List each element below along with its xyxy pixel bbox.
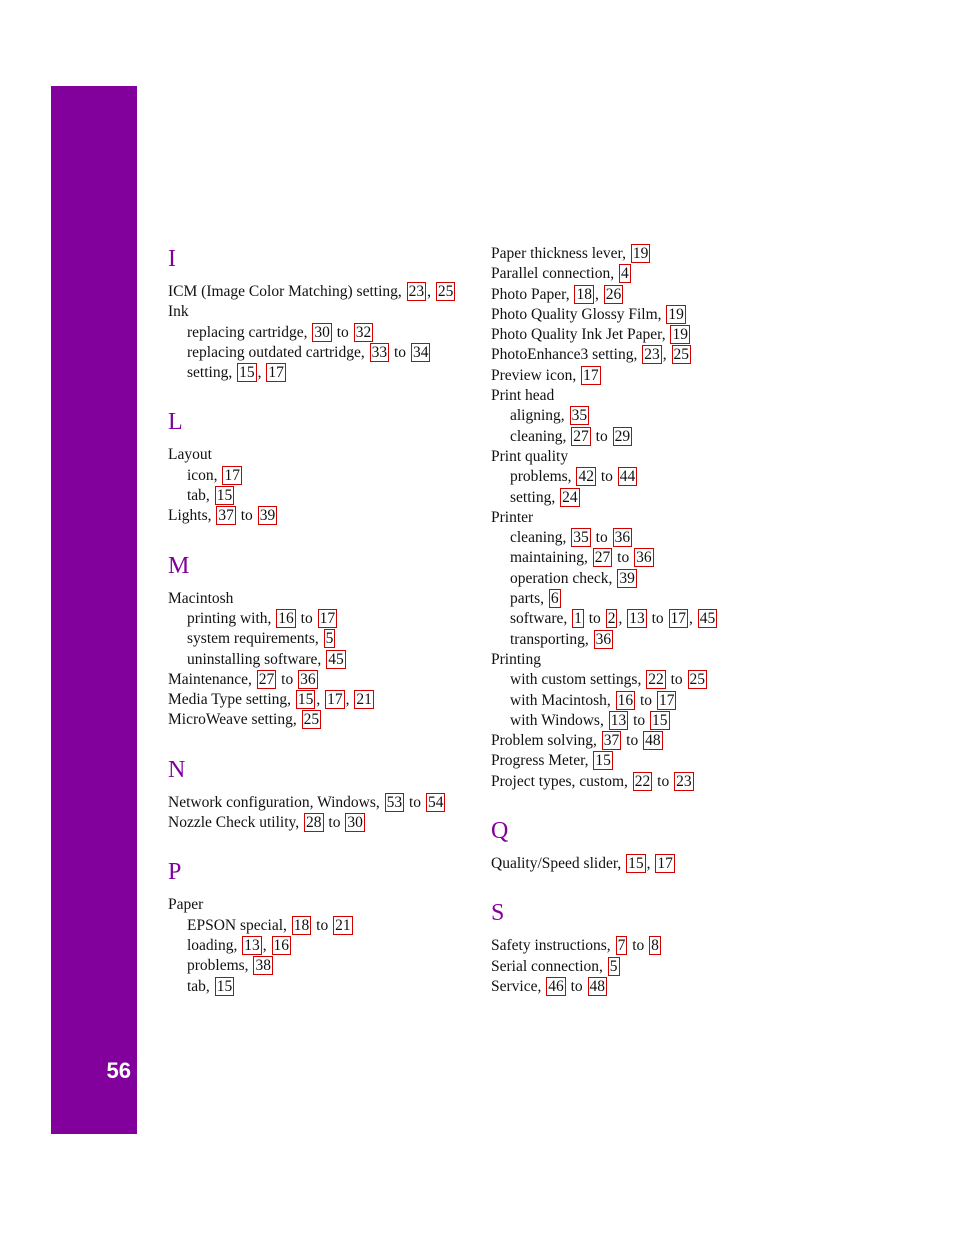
entry-text: Preview icon, xyxy=(491,366,581,384)
page-ref-link[interactable]: 30 xyxy=(314,323,330,341)
index-entry xyxy=(491,957,791,977)
entry-text: to xyxy=(405,793,425,811)
entry-text: Macintosh xyxy=(168,589,234,607)
index-column-right xyxy=(491,244,791,1021)
entry-text: replacing cartridge, xyxy=(187,323,312,341)
page-ref-link[interactable]: 32 xyxy=(355,323,372,341)
index-subentry xyxy=(491,467,791,487)
page-ref-link[interactable]: 54 xyxy=(427,793,444,811)
entry-text: Problem solving, xyxy=(491,732,601,750)
entry-text: to xyxy=(584,610,605,628)
index-entry xyxy=(491,650,791,670)
index-entry xyxy=(168,302,478,322)
page-ref-link[interactable]: 33 xyxy=(371,343,388,361)
index-entry xyxy=(491,751,791,771)
entry-text: to xyxy=(596,468,617,486)
entry-text: EPSON special, xyxy=(187,916,291,934)
page-ref-link[interactable]: 30 xyxy=(347,814,363,832)
index-entry xyxy=(168,670,478,690)
page-ref-link[interactable]: 7 xyxy=(617,937,626,955)
entry-text: to xyxy=(628,937,649,955)
page-ref-link[interactable]: 5 xyxy=(609,957,618,975)
entry-text: , xyxy=(262,936,271,954)
index-subentry xyxy=(168,956,478,976)
entry-text: replacing outdated cartridge, xyxy=(187,343,369,361)
entry-text: , xyxy=(594,285,603,303)
page-ref-link[interactable]: 13 xyxy=(629,610,645,628)
index-entry xyxy=(168,710,478,730)
page-ref-link[interactable]: 2 xyxy=(607,610,616,628)
entry-text: , xyxy=(427,283,435,300)
index-entry xyxy=(491,977,791,997)
entry-text: MicroWeave setting, xyxy=(168,711,301,729)
page-ref-link[interactable]: 37 xyxy=(218,507,234,525)
entry-text: Network configuration, Windows, xyxy=(168,793,384,811)
page-ref-link[interactable]: 23 xyxy=(676,772,692,790)
page-ref-link[interactable]: 15 xyxy=(652,711,668,729)
index-subentry xyxy=(491,427,791,447)
index-subentry xyxy=(491,711,791,731)
entry-text: Quality/Speed slider, xyxy=(491,855,626,873)
section-letter: I xyxy=(168,246,176,272)
page-ref-link[interactable]: 45 xyxy=(328,650,344,668)
index-entry xyxy=(168,282,478,302)
page-ref-link[interactable]: 15 xyxy=(595,752,611,770)
index-entry xyxy=(491,305,791,325)
page-ref-link[interactable]: 29 xyxy=(614,427,631,445)
entry-text: to xyxy=(591,427,612,445)
entry-text: Ink xyxy=(168,303,189,321)
section-letter: N xyxy=(168,756,186,783)
entry-text: Photo Quality Glossy Film, xyxy=(491,305,666,323)
page-ref-link[interactable]: 21 xyxy=(335,916,351,934)
entry-text: uninstalling software, xyxy=(187,650,326,668)
index-section xyxy=(491,816,791,874)
page-ref-link[interactable]: 34 xyxy=(412,343,429,361)
index-entry xyxy=(491,325,791,345)
page-ref-link[interactable]: 17 xyxy=(327,691,343,709)
page-ref-link[interactable]: 17 xyxy=(670,610,686,628)
page-ref-link[interactable]: 25 xyxy=(673,346,689,364)
entry-text: tab, xyxy=(187,487,214,505)
page-ref-link[interactable]: 46 xyxy=(548,977,564,995)
index-subentry xyxy=(168,343,478,363)
index-subentry xyxy=(168,650,478,670)
entry-text: , xyxy=(662,346,671,364)
section-letter: S xyxy=(491,900,505,927)
entry-text: maintaining, xyxy=(510,549,592,567)
page-ref-link[interactable]: 16 xyxy=(278,609,294,627)
index-entry xyxy=(491,264,791,284)
page-ref-link[interactable]: 16 xyxy=(273,936,289,954)
page-ref-link[interactable]: 25 xyxy=(303,711,320,729)
page-ref-link[interactable]: 39 xyxy=(619,569,635,587)
index-section xyxy=(168,857,478,996)
page-ref-link[interactable]: 36 xyxy=(300,670,316,688)
entry-text: Parallel connection, xyxy=(491,265,618,283)
page-ref-link[interactable]: 16 xyxy=(617,691,634,709)
page-ref-link[interactable]: 35 xyxy=(573,529,589,547)
entry-text: parts, xyxy=(510,590,548,608)
index-entry xyxy=(168,793,478,813)
entry-text: Layout xyxy=(168,446,212,464)
page-ref-link[interactable]: 18 xyxy=(576,285,592,303)
index-entry xyxy=(491,508,791,528)
index-entry xyxy=(491,447,791,467)
page-ref-link[interactable]: 17 xyxy=(657,855,673,873)
page-ref-link[interactable]: 25 xyxy=(689,671,706,689)
page-ref-link[interactable]: 48 xyxy=(645,732,661,750)
entry-text: Photo Quality Ink Jet Paper, xyxy=(491,326,670,344)
page-ref-link[interactable]: 53 xyxy=(386,793,403,811)
index-subentry xyxy=(491,630,791,650)
entry-text: , xyxy=(257,364,266,382)
index-subentry xyxy=(168,977,478,997)
entry-text: PhotoEnhance3 setting, xyxy=(491,346,642,364)
page-ref-link[interactable]: 18 xyxy=(293,916,310,934)
page-ref-link[interactable]: 36 xyxy=(636,549,652,567)
entry-text: , xyxy=(345,691,354,709)
index-entry xyxy=(491,854,791,874)
entry-text: to xyxy=(566,977,587,995)
section-letter: L xyxy=(168,409,183,436)
index-subentry xyxy=(491,589,791,609)
page-ref-link[interactable]: 27 xyxy=(594,549,611,567)
side-bar xyxy=(51,86,137,1134)
page-ref-link[interactable]: 8 xyxy=(651,937,659,955)
index-entry xyxy=(168,506,478,526)
page-ref-link[interactable]: 4 xyxy=(620,265,629,283)
entry-text: Progress Meter, xyxy=(491,752,593,770)
entry-text: with Windows, xyxy=(510,711,608,729)
entry-text: Service, xyxy=(491,977,546,995)
index-entry xyxy=(491,244,791,264)
page-ref-link[interactable]: 21 xyxy=(356,691,372,709)
index-entry xyxy=(168,589,478,609)
entry-text: to xyxy=(277,670,298,688)
index-subentry xyxy=(168,609,478,629)
entry-text: system requirements, xyxy=(187,630,323,648)
index-subentry xyxy=(491,528,791,548)
index-entry xyxy=(168,690,478,710)
page-ref-link[interactable]: 6 xyxy=(550,590,559,608)
entry-text: to xyxy=(636,691,656,709)
entry-text: setting, xyxy=(510,488,560,506)
page-ref-link[interactable]: 17 xyxy=(319,609,336,627)
index-subentry xyxy=(491,670,791,690)
page-ref-link[interactable]: 25 xyxy=(437,283,454,300)
index-subentry xyxy=(491,488,791,508)
index-subentry xyxy=(168,323,478,343)
entry-text: problems, xyxy=(510,468,576,486)
page-number: 56 xyxy=(106,1058,131,1083)
entry-text: problems, xyxy=(187,957,253,975)
entry-text: Serial connection, xyxy=(491,957,607,975)
page-ref-link[interactable]: 19 xyxy=(632,245,649,262)
entry-text: to xyxy=(591,529,612,547)
entry-text: Paper xyxy=(168,896,204,914)
entry-text: with Macintosh, xyxy=(510,691,615,709)
entry-text: Print head xyxy=(491,387,555,405)
page-ref-link[interactable]: 17 xyxy=(583,366,599,384)
entry-text: software, xyxy=(510,610,572,628)
entry-text: cleaning, xyxy=(510,427,571,445)
index-section xyxy=(491,244,791,792)
index-subentry xyxy=(168,466,478,486)
page-ref-link[interactable]: 17 xyxy=(224,466,240,484)
entry-text: Maintenance, xyxy=(168,670,256,688)
entry-text: , xyxy=(618,610,627,628)
page-ref-link[interactable]: 24 xyxy=(562,488,578,506)
section-letter: Q xyxy=(491,818,509,845)
page-ref-link[interactable]: 26 xyxy=(605,285,622,303)
entry-text: tab, xyxy=(187,977,214,995)
entry-text: to xyxy=(613,549,634,567)
entry-text: Photo Paper, xyxy=(491,285,574,303)
index-entry xyxy=(491,936,791,956)
index-section xyxy=(168,755,478,834)
entry-text: Nozzle Check utility, xyxy=(168,814,304,832)
index-subentry xyxy=(491,548,791,568)
page-ref-link[interactable]: 27 xyxy=(573,427,589,445)
page-ref-link[interactable]: 15 xyxy=(239,364,255,382)
index-entry xyxy=(168,445,478,465)
entry-text: Lights, xyxy=(168,507,216,525)
page-ref-link[interactable]: 15 xyxy=(628,855,644,873)
index-subentry xyxy=(168,916,478,936)
index-column-left xyxy=(168,244,478,1021)
page-ref-link[interactable]: 17 xyxy=(268,364,284,382)
section-letter: P xyxy=(168,859,182,886)
index-subentry xyxy=(168,629,478,649)
index-entry xyxy=(168,813,478,833)
page-ref-link[interactable]: 36 xyxy=(614,529,631,547)
page-ref-link[interactable]: 19 xyxy=(668,305,684,323)
page-ref-link[interactable]: 19 xyxy=(672,326,688,344)
index-entry xyxy=(491,772,791,792)
index-entry xyxy=(168,895,478,915)
entry-text: to xyxy=(324,814,345,832)
index-entry xyxy=(491,731,791,751)
page-ref-link[interactable]: 23 xyxy=(644,346,660,364)
page-ref-link[interactable]: 48 xyxy=(589,977,606,995)
page-ref-link[interactable]: 13 xyxy=(610,711,627,729)
entry-text: to xyxy=(653,772,674,790)
page-ref-link[interactable]: 35 xyxy=(571,407,588,425)
entry-text: Printer xyxy=(491,508,534,526)
page-ref-link[interactable]: 5 xyxy=(325,630,334,648)
entry-text: , xyxy=(316,691,325,709)
page-ref-link[interactable]: 1 xyxy=(574,610,582,628)
index-subentry xyxy=(491,609,791,629)
entry-text: to xyxy=(647,610,668,628)
entry-text: to xyxy=(629,711,650,729)
entry-text: , xyxy=(646,855,655,873)
page-ref-link[interactable]: 17 xyxy=(658,691,675,709)
entry-text: transporting, xyxy=(510,630,593,648)
entry-text: Paper thickness lever, xyxy=(491,245,630,262)
entry-text: Safety instructions, xyxy=(491,937,615,955)
entry-text: to xyxy=(332,323,353,341)
section-letter: M xyxy=(168,552,190,579)
entry-text: ICM (Image Color Matching) setting, xyxy=(168,283,406,300)
page-ref-link[interactable]: 15 xyxy=(216,487,233,505)
page-ref-link[interactable]: 39 xyxy=(259,507,276,525)
entry-text: cleaning, xyxy=(510,529,571,547)
entry-text: Printing xyxy=(491,650,541,668)
entry-text: Media Type setting, xyxy=(168,691,295,709)
entry-text: loading, xyxy=(187,936,242,954)
entry-text: with custom settings, xyxy=(510,671,646,689)
page-ref-link[interactable]: 27 xyxy=(258,670,275,688)
page-ref-link[interactable]: 45 xyxy=(699,610,716,628)
index-subentry xyxy=(491,569,791,589)
page-ref-link[interactable]: 37 xyxy=(603,732,620,750)
index-subentry xyxy=(168,936,478,956)
page-ref-link[interactable]: 36 xyxy=(595,630,612,648)
entry-text: to xyxy=(622,732,643,750)
entry-text: Project types, custom, xyxy=(491,772,632,790)
entry-text: to xyxy=(666,671,687,689)
index-section xyxy=(168,551,478,731)
index-entry xyxy=(491,366,791,386)
entry-text: setting, xyxy=(187,364,237,382)
entry-text: aligning, xyxy=(510,407,569,425)
page-ref-link[interactable]: 15 xyxy=(297,691,314,709)
index-entry xyxy=(491,285,791,305)
page-ref-link[interactable]: 15 xyxy=(216,977,233,995)
index-section xyxy=(168,244,478,383)
entry-text: to xyxy=(236,507,257,525)
entry-text: Print quality xyxy=(491,447,569,465)
index-subentry xyxy=(491,691,791,711)
page-ref-link[interactable]: 38 xyxy=(255,957,271,975)
page-ref-link[interactable]: 22 xyxy=(648,671,664,689)
entry-text: to xyxy=(312,916,333,934)
entry-text: , xyxy=(689,610,697,628)
entry-text: icon, xyxy=(187,466,222,484)
page-ref-link[interactable]: 22 xyxy=(634,772,651,790)
entry-text: operation check, xyxy=(510,569,617,587)
page-ref-link[interactable]: 13 xyxy=(244,936,260,954)
index-subentry xyxy=(491,406,791,426)
page-ref-link[interactable]: 44 xyxy=(619,468,636,486)
entry-text: printing with, xyxy=(187,609,276,627)
index-entry xyxy=(491,345,791,365)
entry-text: to xyxy=(296,609,317,627)
page-ref-link[interactable]: 42 xyxy=(578,468,594,486)
index-subentry xyxy=(168,486,478,506)
index-section xyxy=(168,407,478,526)
entry-text: to xyxy=(390,343,410,361)
index-entry xyxy=(491,386,791,406)
index-section xyxy=(491,898,791,997)
page-ref-link[interactable]: 28 xyxy=(306,814,322,832)
index-subentry xyxy=(168,363,478,383)
page-ref-link[interactable]: 23 xyxy=(408,283,425,300)
